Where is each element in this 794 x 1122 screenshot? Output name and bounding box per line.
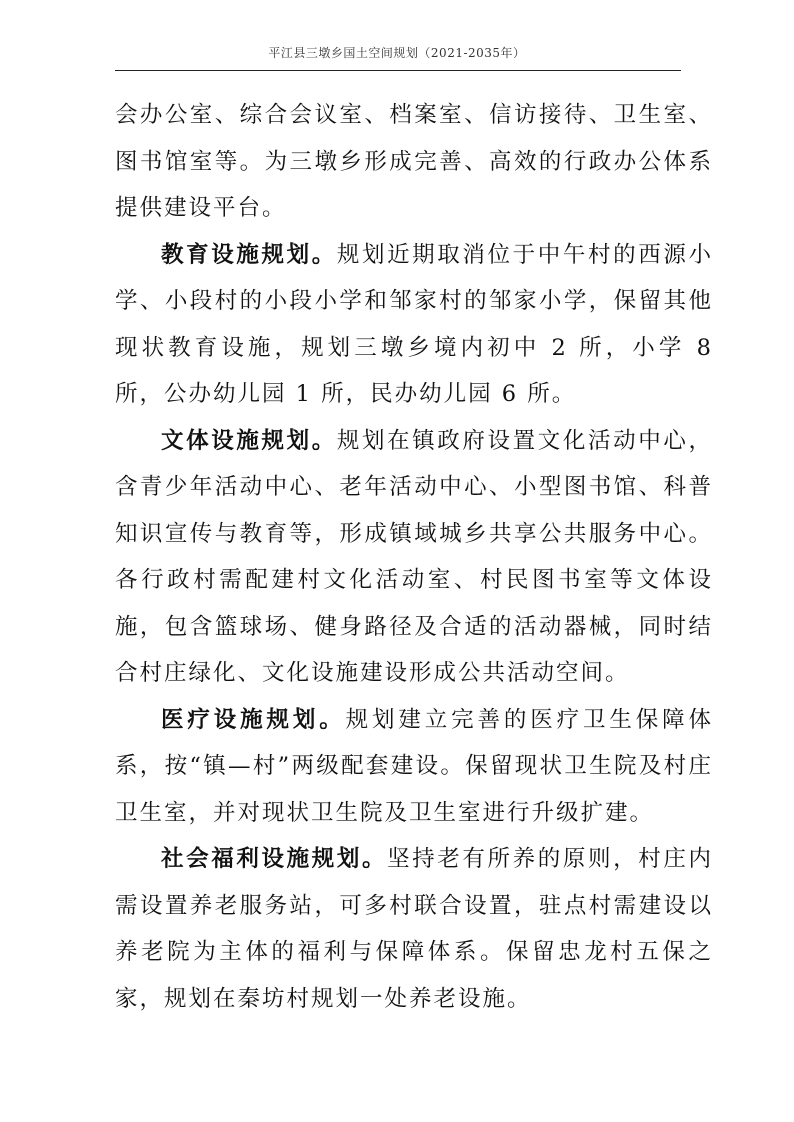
paragraph-text: 坚持老有所养的原则，村庄内需设置养老服务站，可多村联合设置，驻点村需建设以养老院为主体的福利与保障体系。保留忠龙村五保之家，规划在秦坊村规划一处养老设施。 [115,846,713,1012]
header-divider [115,70,681,71]
paragraph-culture-sports-facilities [115,418,713,697]
section-heading-social-welfare: 社会福利设施规划。 [161,846,388,872]
paragraph-text: 规划建立完善的医疗卫生保障体系，按“镇—村”两级配套建设。保留现状卫生院及村庄卫生室，并对现状卫生院及卫生室进行升级扩建。 [115,706,713,826]
section-heading-medical: 医疗设施规划。 [161,706,346,733]
running-header: 平江县三墩乡国土空间规划（2021-2035年） [268,46,526,60]
paragraph-text: 规划在镇政府设置文化活动中心，含青少年活动中心、老年活动中心、小型图书馆、科普知识宣传与教育等，形成镇域城乡共享公共服务中心。各行政村需配建村文化活动室、村民图书室等文体设施，包含篮球场、健身路径及合适的活动器械，同时结合村庄绿化、文化设施建设形成公共活动空间。 [115,427,713,686]
section-heading-education: 教育设施规划。 [161,241,337,268]
document-body [115,92,713,1022]
paragraph-medical-facilities [115,697,713,837]
paragraph-admin-office-continued [115,92,713,232]
paragraph-text: 规划近期取消位于中午村的西源小学、小段村的小段小学和邹家村的邹家小学，保留其他现状教育设施，规划三墩乡境内初中 2 所，小学 8 所，公办幼儿园 1 所，民办幼儿园 6 所。 [115,241,713,407]
paragraph-education-facilities [115,232,713,418]
section-heading-culture-sports: 文体设施规划。 [161,427,337,454]
paragraph-social-welfare-facilities [115,836,713,1022]
paragraph-text: 会办公室、综合会议室、档案室、信访接待、卫生室、图书馆室等。为三墩乡形成完善、高效的行政办公体系提供建设平台。 [115,102,713,221]
